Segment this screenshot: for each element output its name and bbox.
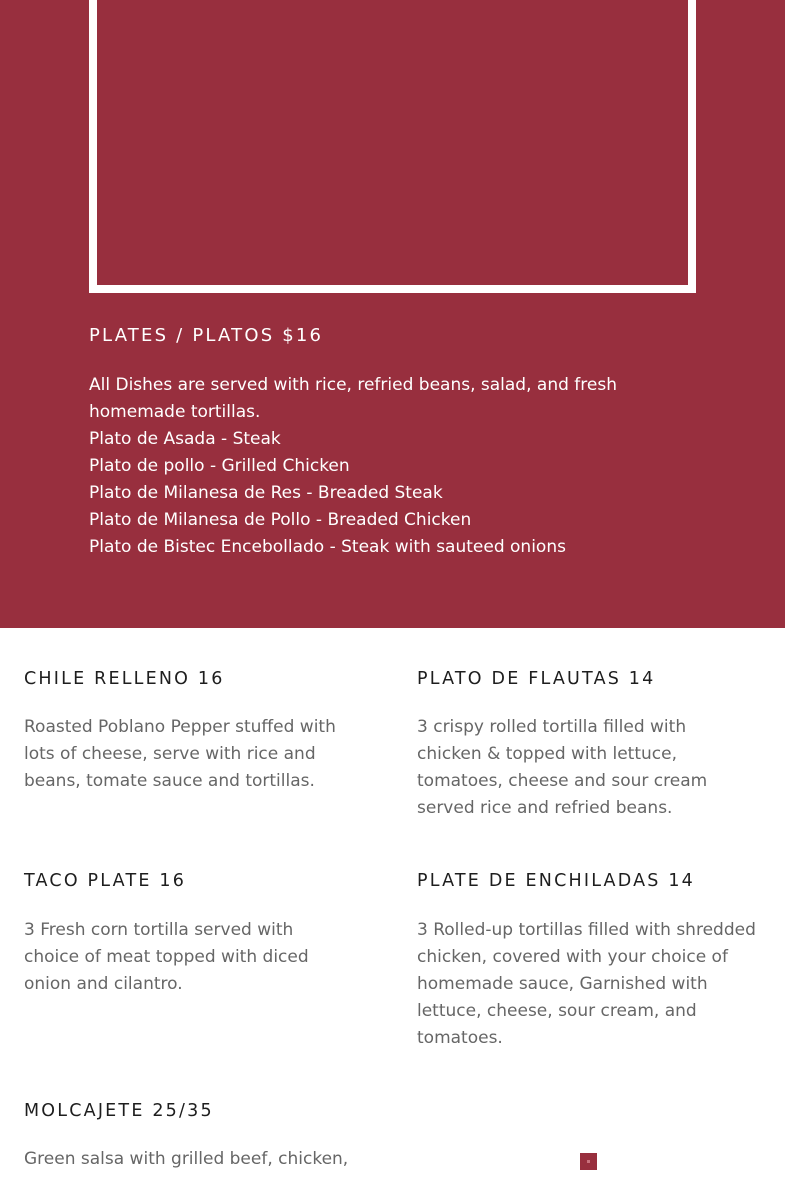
plates-intro-text: All Dishes are served with rice, refried beans, salad, and fresh homemade tortillas. bbox=[89, 375, 617, 422]
menu-item-title: CHILE RELLENO 16 bbox=[24, 669, 225, 689]
plates-section-description bbox=[89, 372, 689, 561]
plates-section-title: PLATES / PLATOS $16 bbox=[89, 325, 324, 346]
menu-item-title: MOLCAJETE 25/35 bbox=[24, 1101, 214, 1121]
plate-option: Plato de Milanesa de Res - Breaded Steak bbox=[89, 483, 443, 503]
plate-option: Plato de pollo - Grilled Chicken bbox=[89, 456, 350, 476]
scroll-to-top-icon bbox=[587, 1160, 590, 1163]
menu-item-description: Roasted Poblano Pepper stuffed with lots of cheese, serve with rice and beans, tomate sauce and tortillas. bbox=[24, 717, 336, 791]
plate-option: Plato de Bistec Encebollado - Steak with sauteed onions bbox=[89, 537, 566, 557]
menu-item-title: TACO PLATE 16 bbox=[24, 871, 187, 891]
menu-item-description: 3 Fresh corn tortilla served with choice of meat topped with diced onion and cilantro. bbox=[24, 920, 309, 994]
plate-option: Plato de Asada - Steak bbox=[89, 429, 281, 449]
menu-item-title: PLATO DE FLAUTAS 14 bbox=[417, 669, 656, 689]
menu-item-title: PLATE DE ENCHILADAS 14 bbox=[417, 871, 696, 891]
plate-option: Plato de Milanesa de Pollo - Breaded Chicken bbox=[89, 510, 472, 530]
menu-item-description: 3 crispy rolled tortilla filled with chicken & topped with lettuce, tomatoes, cheese and sour cream served rice and refried beans. bbox=[417, 717, 708, 818]
menu-item-description: 3 Rolled-up tortillas filled with shredded chicken, covered with your choice of homemade sauce, Garnished with lettuce, cheese, sour cream, and tomatoes. bbox=[417, 920, 756, 1048]
menu-item-description: Green salsa with grilled beef, chicken, bbox=[24, 1149, 349, 1169]
plates-image-frame bbox=[89, 0, 696, 293]
scroll-to-top-button[interactable] bbox=[580, 1153, 597, 1170]
